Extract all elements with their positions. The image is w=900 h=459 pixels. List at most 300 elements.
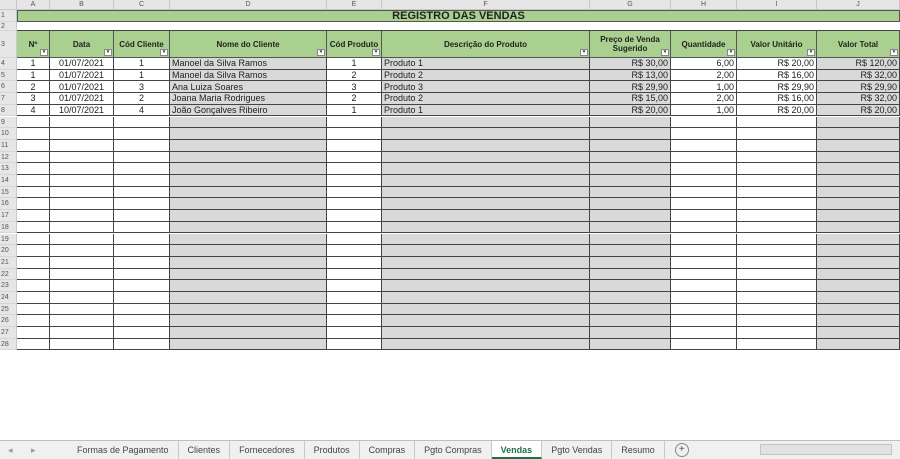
table-cell[interactable]: 2,00: [671, 93, 737, 105]
table-cell[interactable]: 1: [114, 70, 170, 82]
table-cell[interactable]: [17, 163, 50, 175]
table-cell[interactable]: [382, 117, 590, 129]
table-cell[interactable]: [590, 304, 671, 316]
table-cell[interactable]: [590, 163, 671, 175]
table-cell[interactable]: [170, 234, 327, 246]
table-cell[interactable]: [50, 117, 114, 129]
table-cell[interactable]: [114, 222, 170, 234]
table-cell[interactable]: [737, 339, 817, 351]
table-cell[interactable]: 1: [327, 105, 382, 117]
table-cell[interactable]: [114, 234, 170, 246]
table-cell[interactable]: [671, 327, 737, 339]
row-number[interactable]: 11: [0, 140, 17, 152]
table-cell[interactable]: [590, 280, 671, 292]
table-cell[interactable]: [170, 257, 327, 269]
table-cell[interactable]: [170, 315, 327, 327]
sheet-tab-formas-de-pagamento[interactable]: Formas de Pagamento: [68, 441, 179, 459]
table-cell[interactable]: [50, 140, 114, 152]
table-cell[interactable]: R$ 29,90: [590, 81, 671, 93]
table-cell[interactable]: [114, 339, 170, 351]
table-cell[interactable]: Produto 3: [382, 81, 590, 93]
table-cell[interactable]: [382, 292, 590, 304]
row-number[interactable]: 25: [0, 304, 17, 316]
table-cell[interactable]: [817, 280, 900, 292]
table-cell[interactable]: [50, 163, 114, 175]
table-cell[interactable]: [170, 269, 327, 281]
row-number[interactable]: 18: [0, 222, 17, 234]
filter-dropdown-button[interactable]: ▾: [160, 49, 168, 56]
column-header-a[interactable]: A: [17, 0, 50, 9]
table-cell[interactable]: 1,00: [671, 105, 737, 117]
table-cell[interactable]: [382, 222, 590, 234]
table-cell[interactable]: [671, 280, 737, 292]
table-cell[interactable]: [671, 304, 737, 316]
table-cell[interactable]: R$ 30,00: [590, 58, 671, 70]
sheet-tab-pgto-vendas[interactable]: Pgto Vendas: [542, 441, 612, 459]
table-cell[interactable]: [170, 280, 327, 292]
table-cell[interactable]: [817, 304, 900, 316]
row-number[interactable]: 9: [0, 117, 17, 129]
table-cell[interactable]: [382, 327, 590, 339]
table-cell[interactable]: [737, 210, 817, 222]
table-cell[interactable]: [170, 292, 327, 304]
table-cell[interactable]: [817, 140, 900, 152]
table-cell[interactable]: [737, 128, 817, 140]
table-cell[interactable]: [114, 163, 170, 175]
table-cell[interactable]: [382, 257, 590, 269]
table-cell[interactable]: [327, 339, 382, 351]
column-header-f[interactable]: F: [382, 0, 590, 9]
table-cell[interactable]: [737, 327, 817, 339]
table-cell[interactable]: [737, 117, 817, 129]
table-cell[interactable]: R$ 20,00: [590, 105, 671, 117]
table-cell[interactable]: 01/07/2021: [50, 93, 114, 105]
column-header-h[interactable]: H: [671, 0, 737, 9]
table-cell[interactable]: [671, 128, 737, 140]
table-cell[interactable]: [114, 187, 170, 199]
table-cell[interactable]: [817, 222, 900, 234]
row-number[interactable]: 5: [0, 70, 17, 82]
table-cell[interactable]: [170, 152, 327, 164]
filter-dropdown-button[interactable]: ▾: [890, 49, 898, 56]
row-number[interactable]: 21: [0, 257, 17, 269]
row-number[interactable]: 23: [0, 280, 17, 292]
horizontal-scrollbar[interactable]: [760, 444, 892, 455]
row-number[interactable]: 8: [0, 105, 17, 117]
table-cell[interactable]: [114, 304, 170, 316]
table-cell[interactable]: R$ 29,90: [737, 81, 817, 93]
table-cell[interactable]: Produto 1: [382, 58, 590, 70]
table-cell[interactable]: [50, 210, 114, 222]
table-cell[interactable]: [17, 117, 50, 129]
table-cell[interactable]: 1: [17, 58, 50, 70]
row-number[interactable]: 26: [0, 315, 17, 327]
table-cell[interactable]: Ana Luiza Soares: [170, 81, 327, 93]
table-cell[interactable]: 2: [17, 81, 50, 93]
row-number[interactable]: 14: [0, 175, 17, 187]
table-cell[interactable]: [817, 198, 900, 210]
table-cell[interactable]: [590, 339, 671, 351]
table-cell[interactable]: [17, 292, 50, 304]
table-cell[interactable]: 3: [17, 93, 50, 105]
table-cell[interactable]: [327, 292, 382, 304]
table-cell[interactable]: [114, 292, 170, 304]
table-cell[interactable]: [590, 245, 671, 257]
table-cell[interactable]: [17, 175, 50, 187]
table-cell[interactable]: Joana Maria Rodrigues: [170, 93, 327, 105]
table-cell[interactable]: [382, 304, 590, 316]
table-cell[interactable]: [817, 339, 900, 351]
table-cell[interactable]: R$ 20,00: [737, 58, 817, 70]
table-cell[interactable]: [671, 117, 737, 129]
table-cell[interactable]: [50, 280, 114, 292]
table-cell[interactable]: R$ 32,00: [817, 93, 900, 105]
table-cell[interactable]: [327, 163, 382, 175]
row-number[interactable]: 15: [0, 187, 17, 199]
table-cell[interactable]: 01/07/2021: [50, 70, 114, 82]
table-cell[interactable]: [382, 140, 590, 152]
table-cell[interactable]: [114, 152, 170, 164]
table-cell[interactable]: [327, 280, 382, 292]
table-cell[interactable]: [50, 198, 114, 210]
table-cell[interactable]: [382, 245, 590, 257]
filter-dropdown-button[interactable]: ▾: [580, 49, 588, 56]
table-cell[interactable]: [817, 315, 900, 327]
table-cell[interactable]: [327, 234, 382, 246]
table-cell[interactable]: R$ 32,00: [817, 70, 900, 82]
table-cell[interactable]: [671, 163, 737, 175]
table-cell[interactable]: [17, 304, 50, 316]
table-cell[interactable]: [327, 269, 382, 281]
table-cell[interactable]: [382, 210, 590, 222]
table-cell[interactable]: [817, 210, 900, 222]
column-header-g[interactable]: G: [590, 0, 671, 9]
column-header-d[interactable]: D: [170, 0, 327, 9]
table-cell[interactable]: [671, 292, 737, 304]
sheet-nav-arrows[interactable]: ◂ ▸: [8, 444, 44, 455]
table-cell[interactable]: [737, 222, 817, 234]
sheet-tab-compras[interactable]: Compras: [360, 441, 416, 459]
table-cell[interactable]: R$ 20,00: [737, 105, 817, 117]
table-cell[interactable]: [114, 269, 170, 281]
table-cell[interactable]: [737, 234, 817, 246]
table-cell[interactable]: [327, 304, 382, 316]
filter-dropdown-button[interactable]: ▾: [317, 49, 325, 56]
table-cell[interactable]: [327, 210, 382, 222]
table-cell[interactable]: [817, 187, 900, 199]
row-number[interactable]: 2: [0, 22, 17, 31]
table-cell[interactable]: [590, 128, 671, 140]
table-cell[interactable]: R$ 16,00: [737, 93, 817, 105]
table-cell[interactable]: [671, 152, 737, 164]
table-cell[interactable]: [382, 339, 590, 351]
table-cell[interactable]: [50, 152, 114, 164]
table-cell[interactable]: R$ 15,00: [590, 93, 671, 105]
table-cell[interactable]: [590, 152, 671, 164]
table-cell[interactable]: [17, 315, 50, 327]
table-cell[interactable]: 1: [327, 58, 382, 70]
row-number[interactable]: 13: [0, 163, 17, 175]
table-cell[interactable]: [17, 222, 50, 234]
table-cell[interactable]: [50, 128, 114, 140]
table-cell[interactable]: 6,00: [671, 58, 737, 70]
table-cell[interactable]: [817, 163, 900, 175]
table-cell[interactable]: João Gonçalves Ribeiro: [170, 105, 327, 117]
table-cell[interactable]: R$ 20,00: [817, 105, 900, 117]
table-cell[interactable]: [817, 117, 900, 129]
table-cell[interactable]: [170, 117, 327, 129]
table-cell[interactable]: [50, 187, 114, 199]
table-cell[interactable]: [17, 257, 50, 269]
column-header-i[interactable]: I: [737, 0, 817, 9]
table-cell[interactable]: [590, 257, 671, 269]
row-number[interactable]: 19: [0, 234, 17, 246]
filter-dropdown-button[interactable]: ▾: [661, 49, 669, 56]
table-cell[interactable]: [170, 187, 327, 199]
table-cell[interactable]: [17, 234, 50, 246]
table-cell[interactable]: 2: [114, 93, 170, 105]
table-cell[interactable]: [590, 210, 671, 222]
table-cell[interactable]: [114, 257, 170, 269]
table-cell[interactable]: [50, 269, 114, 281]
table-cell[interactable]: [327, 315, 382, 327]
table-cell[interactable]: [737, 152, 817, 164]
table-cell[interactable]: [17, 269, 50, 281]
table-cell[interactable]: R$ 13,00: [590, 70, 671, 82]
row-number[interactable]: 1: [0, 10, 17, 22]
table-cell[interactable]: [170, 339, 327, 351]
table-cell[interactable]: [382, 128, 590, 140]
table-cell[interactable]: Produto 2: [382, 93, 590, 105]
sheet-tab-resumo[interactable]: Resumo: [612, 441, 665, 459]
table-cell[interactable]: [737, 315, 817, 327]
table-cell[interactable]: [170, 198, 327, 210]
row-number[interactable]: 4: [0, 58, 17, 70]
table-cell[interactable]: [817, 292, 900, 304]
table-cell[interactable]: [590, 327, 671, 339]
table-cell[interactable]: [382, 269, 590, 281]
table-cell[interactable]: [382, 198, 590, 210]
table-cell[interactable]: [817, 128, 900, 140]
table-cell[interactable]: [114, 128, 170, 140]
table-cell[interactable]: [114, 198, 170, 210]
table-cell[interactable]: [327, 117, 382, 129]
sheet-tab-pgto-compras[interactable]: Pgto Compras: [415, 441, 492, 459]
table-cell[interactable]: [114, 327, 170, 339]
table-cell[interactable]: [17, 152, 50, 164]
table-cell[interactable]: [50, 234, 114, 246]
column-header-e[interactable]: E: [327, 0, 382, 9]
filter-dropdown-button[interactable]: ▾: [104, 49, 112, 56]
table-cell[interactable]: [17, 128, 50, 140]
table-cell[interactable]: [817, 269, 900, 281]
row-number[interactable]: 17: [0, 210, 17, 222]
table-cell[interactable]: 2,00: [671, 70, 737, 82]
table-cell[interactable]: [327, 245, 382, 257]
table-cell[interactable]: [590, 234, 671, 246]
row-number[interactable]: 22: [0, 269, 17, 281]
table-cell[interactable]: [327, 198, 382, 210]
table-cell[interactable]: R$ 29,90: [817, 81, 900, 93]
table-cell[interactable]: 1,00: [671, 81, 737, 93]
table-cell[interactable]: [114, 280, 170, 292]
table-cell[interactable]: [50, 339, 114, 351]
table-cell[interactable]: [170, 222, 327, 234]
row-number[interactable]: 10: [0, 128, 17, 140]
table-cell[interactable]: [170, 210, 327, 222]
table-cell[interactable]: [170, 304, 327, 316]
table-cell[interactable]: [671, 222, 737, 234]
table-cell[interactable]: [590, 315, 671, 327]
table-cell[interactable]: [327, 175, 382, 187]
table-cell[interactable]: [170, 327, 327, 339]
table-cell[interactable]: [671, 140, 737, 152]
table-cell[interactable]: [17, 210, 50, 222]
table-cell[interactable]: Produto 1: [382, 105, 590, 117]
table-cell[interactable]: 01/07/2021: [50, 58, 114, 70]
column-header-b[interactable]: B: [50, 0, 114, 9]
table-cell[interactable]: R$ 16,00: [737, 70, 817, 82]
table-cell[interactable]: [327, 128, 382, 140]
table-cell[interactable]: [590, 222, 671, 234]
table-cell[interactable]: [671, 257, 737, 269]
table-cell[interactable]: 4: [114, 105, 170, 117]
table-cell[interactable]: [327, 327, 382, 339]
table-cell[interactable]: [671, 210, 737, 222]
table-cell[interactable]: [382, 234, 590, 246]
add-sheet-button[interactable]: +: [675, 443, 689, 457]
table-cell[interactable]: [382, 163, 590, 175]
table-cell[interactable]: [671, 187, 737, 199]
table-cell[interactable]: [17, 327, 50, 339]
table-cell[interactable]: [737, 187, 817, 199]
table-cell[interactable]: [170, 245, 327, 257]
table-cell[interactable]: 4: [17, 105, 50, 117]
table-cell[interactable]: [114, 245, 170, 257]
table-cell[interactable]: [50, 222, 114, 234]
table-cell[interactable]: [382, 187, 590, 199]
table-cell[interactable]: [382, 152, 590, 164]
table-cell[interactable]: [50, 257, 114, 269]
filter-dropdown-button[interactable]: ▾: [372, 49, 380, 56]
table-cell[interactable]: [17, 187, 50, 199]
table-cell[interactable]: [382, 175, 590, 187]
table-cell[interactable]: [382, 315, 590, 327]
table-cell[interactable]: [817, 234, 900, 246]
table-cell[interactable]: [590, 140, 671, 152]
table-cell[interactable]: [737, 280, 817, 292]
table-cell[interactable]: [114, 315, 170, 327]
sheet-tab-produtos[interactable]: Produtos: [305, 441, 360, 459]
filter-dropdown-button[interactable]: ▾: [807, 49, 815, 56]
table-cell[interactable]: [114, 140, 170, 152]
table-cell[interactable]: R$ 120,00: [817, 58, 900, 70]
table-cell[interactable]: [671, 245, 737, 257]
table-cell[interactable]: [737, 163, 817, 175]
table-cell[interactable]: [590, 175, 671, 187]
table-cell[interactable]: 1: [17, 70, 50, 82]
table-cell[interactable]: [671, 315, 737, 327]
table-cell[interactable]: [50, 327, 114, 339]
column-header-c[interactable]: C: [114, 0, 170, 9]
table-cell[interactable]: [170, 140, 327, 152]
table-cell[interactable]: [327, 140, 382, 152]
row-number[interactable]: 16: [0, 198, 17, 210]
filter-dropdown-button[interactable]: ▾: [727, 49, 735, 56]
table-cell[interactable]: [382, 280, 590, 292]
table-cell[interactable]: [50, 304, 114, 316]
table-cell[interactable]: 2: [327, 70, 382, 82]
table-cell[interactable]: [737, 257, 817, 269]
table-cell[interactable]: Produto 2: [382, 70, 590, 82]
table-cell[interactable]: [50, 245, 114, 257]
table-cell[interactable]: [170, 175, 327, 187]
table-cell[interactable]: [817, 245, 900, 257]
table-cell[interactable]: [327, 257, 382, 269]
table-cell[interactable]: [817, 327, 900, 339]
table-cell[interactable]: [737, 140, 817, 152]
table-cell[interactable]: [737, 245, 817, 257]
row-number[interactable]: 7: [0, 93, 17, 105]
row-number[interactable]: 28: [0, 339, 17, 351]
table-cell[interactable]: [817, 257, 900, 269]
table-cell[interactable]: [327, 222, 382, 234]
table-cell[interactable]: [170, 163, 327, 175]
table-cell[interactable]: [590, 117, 671, 129]
table-cell[interactable]: [817, 152, 900, 164]
table-cell[interactable]: Manoel da Silva Ramos: [170, 70, 327, 82]
spacer-row[interactable]: [17, 22, 900, 31]
row-number[interactable]: 6: [0, 81, 17, 93]
table-cell[interactable]: [737, 269, 817, 281]
table-cell[interactable]: [671, 339, 737, 351]
select-all-corner[interactable]: [0, 0, 17, 9]
table-cell[interactable]: 1: [114, 58, 170, 70]
table-cell[interactable]: [50, 292, 114, 304]
table-cell[interactable]: [114, 117, 170, 129]
table-cell[interactable]: 2: [327, 93, 382, 105]
table-cell[interactable]: [17, 140, 50, 152]
row-number[interactable]: 24: [0, 292, 17, 304]
table-cell[interactable]: [671, 269, 737, 281]
table-cell[interactable]: [737, 175, 817, 187]
table-cell[interactable]: [327, 187, 382, 199]
table-cell[interactable]: [114, 210, 170, 222]
table-cell[interactable]: [737, 198, 817, 210]
table-cell[interactable]: [327, 152, 382, 164]
table-cell[interactable]: [671, 198, 737, 210]
table-cell[interactable]: 3: [114, 81, 170, 93]
row-number[interactable]: 20: [0, 245, 17, 257]
filter-dropdown-button[interactable]: ▾: [40, 49, 48, 56]
row-number[interactable]: 12: [0, 152, 17, 164]
table-cell[interactable]: [170, 128, 327, 140]
row-number[interactable]: 27: [0, 327, 17, 339]
table-cell[interactable]: [590, 269, 671, 281]
table-cell[interactable]: [17, 280, 50, 292]
table-cell[interactable]: [50, 175, 114, 187]
table-cell[interactable]: 01/07/2021: [50, 81, 114, 93]
table-cell[interactable]: [17, 198, 50, 210]
table-cell[interactable]: [17, 339, 50, 351]
table-cell[interactable]: 3: [327, 81, 382, 93]
table-cell[interactable]: [817, 175, 900, 187]
column-header-j[interactable]: J: [817, 0, 900, 9]
sheet-tab-clientes[interactable]: Clientes: [179, 441, 231, 459]
table-cell[interactable]: [737, 304, 817, 316]
table-cell[interactable]: [671, 234, 737, 246]
table-cell[interactable]: [737, 292, 817, 304]
